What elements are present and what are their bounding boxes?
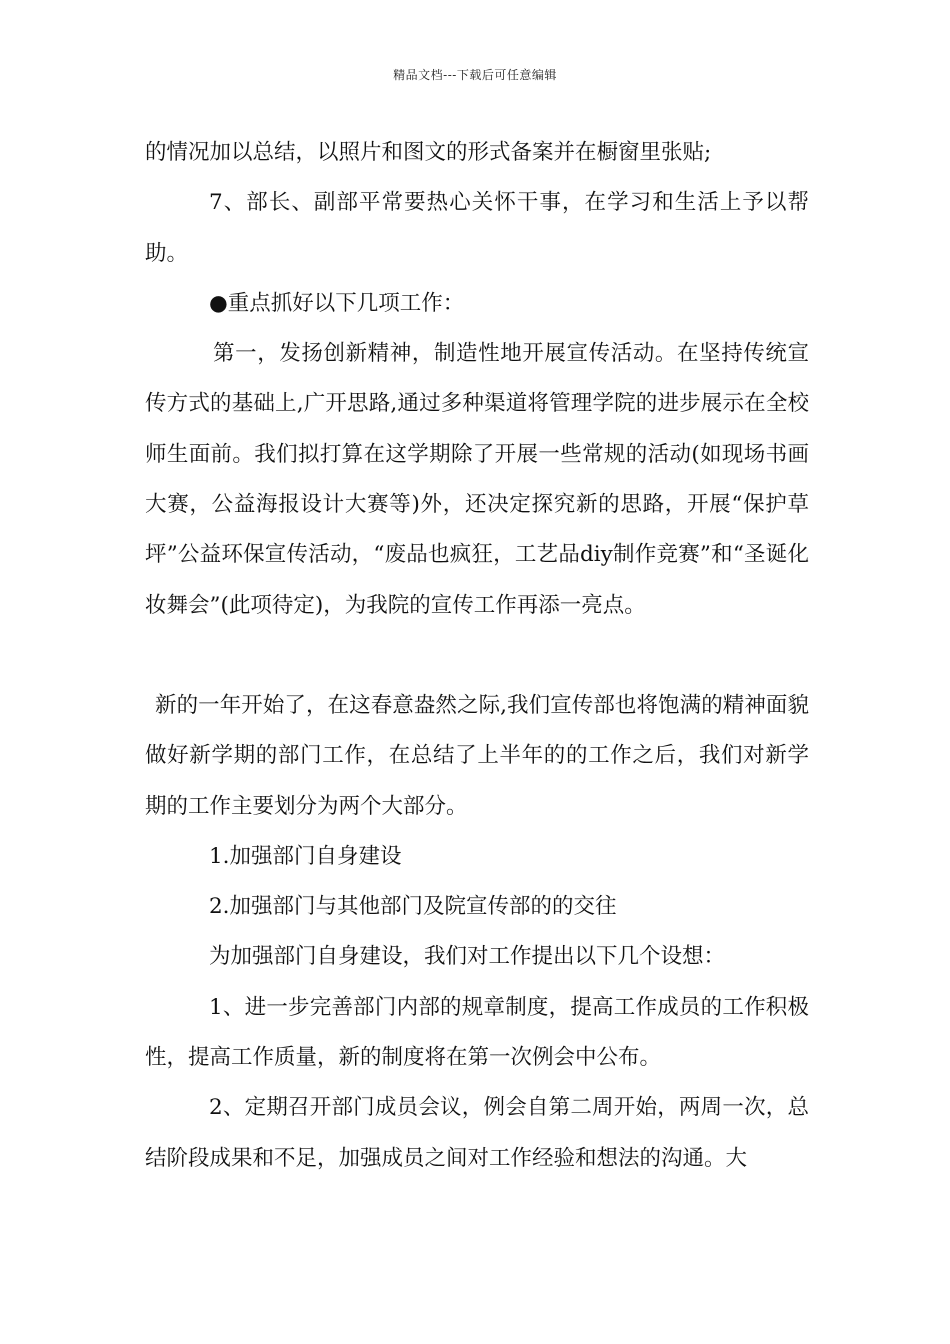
paragraph-ideas-intro: 为加强部门自身建设，我们对工作提出以下几个设想： — [209, 944, 726, 970]
paragraph-item-7: 7、部长、副部平常要热心关怀干事，在学习和生活上予以帮助。 — [145, 190, 809, 266]
paragraph-continuation: 的情况加以总结，以照片和图文的形式备案并在橱窗里张贴; — [145, 140, 712, 165]
paragraph-idea-1: 1、进一步完善部门内部的规章制度，提高工作成员的工作积极性，提高工作质量，新的制度将在第一次例会中公布。 — [145, 994, 809, 1071]
paragraph-bullet-heading: ●重点抓好以下几项工作： — [209, 290, 465, 316]
paragraph-first-point: 第一，发扬创新精神，制造性地开展宣传活动。在坚持传统宣传方式的基础上,广开思路,通过多种渠道将管理学院的进步展示在全校师生面前。我们拟打算在这学期除了开展一些常规的活动(如现场书画大赛，公益海报设计大赛等)外，还决定探究新的思路，开展“保护草坪”公益环保宣传活动，“废品也疯狂，工艺品diy制作竞赛”和“圣诞化妆舞会”(此项待定)，为我院的宣传工作再添一亮点。 — [145, 341, 809, 618]
paragraph-list-item-2: 2.加强部门与其他部门及院宣传部的的交往 — [209, 894, 617, 920]
page-header: 精品文档---下载后可任意编辑 — [393, 68, 557, 82]
document-body — [145, 128, 809, 1184]
paragraph-idea-2: 2、定期召开部门成员会议，例会自第二周开始，两周一次，总结阶段成果和不足，加强成员之间对工作经验和想法的沟通。大 — [145, 1095, 809, 1171]
paragraph-gap — [145, 631, 809, 681]
paragraph-new-year: 新的一年开始了，在这春意盎然之际,我们宣传部也将饱满的精神面貌做好新学期的部门工作，在总结了上半年的的工作之后，我们对新学期的工作主要划分为两个大部分。 — [145, 692, 809, 819]
paragraph-list-item-1: 1.加强部门自身建设 — [209, 843, 402, 869]
